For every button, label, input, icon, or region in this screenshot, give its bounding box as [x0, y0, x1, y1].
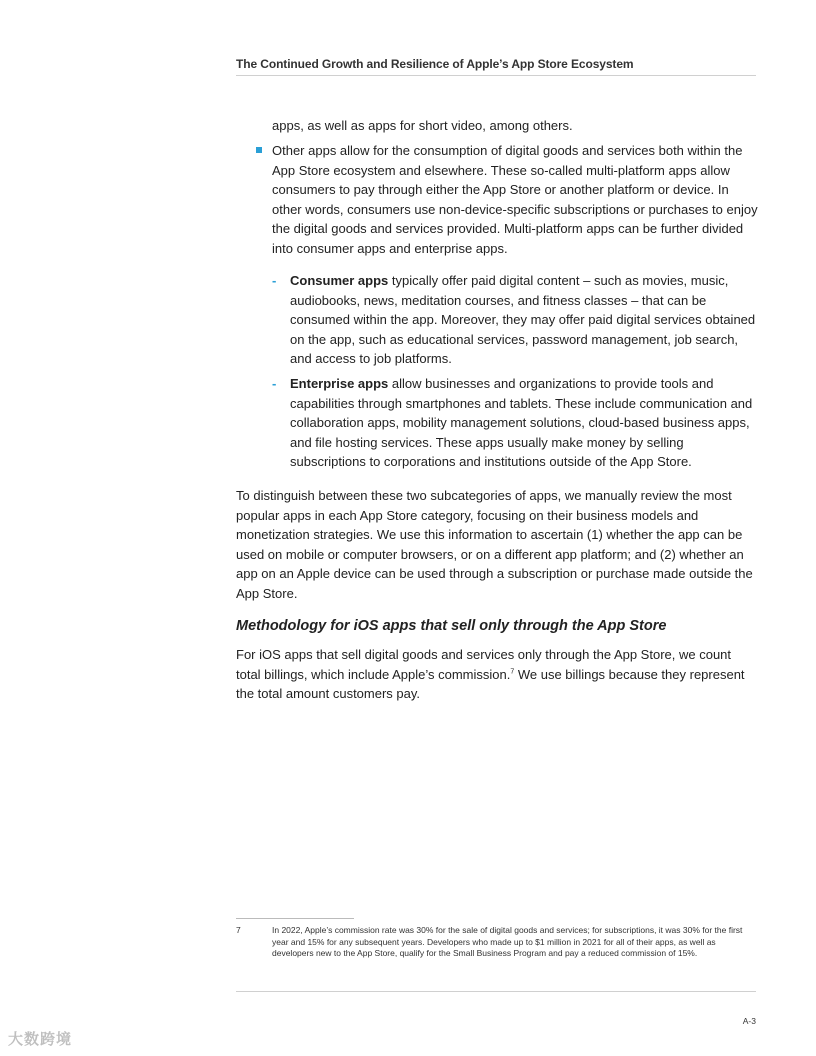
footnote-number: 7	[236, 925, 241, 935]
enterprise-apps-description: allow businesses and organizations to provide tools and capabilities through smartphones and tablets. These include communication and collaboration apps, mobility management solutions, cloud-based business apps, and file hosting services. These apps usually make money by selling subscriptions to corporations and institutions outside of the App Store.	[290, 376, 753, 469]
dash-marker: -	[272, 376, 277, 391]
body-paragraph-methodology	[236, 645, 758, 704]
footer-divider	[236, 991, 756, 992]
methodology-text-part1: For iOS apps that sell digital goods and services only through the App Store, we count total billings, which include Apple’s commission.	[236, 647, 732, 682]
page-number: A-3	[742, 1016, 756, 1026]
footnote-text: In 2022, Apple’s commission rate was 30% for the sale of digital goods and services; for subscriptions, it was 30% for the first year and 15% for any subsequent years. Developers who made up to $1 million in 2021 for all of their apps, as well as developers new to the App Store, qualify for the Small Business Program and pay a reduced commission of 15%.	[272, 925, 743, 958]
header-divider	[236, 75, 756, 76]
term-enterprise-apps: Enterprise apps	[290, 376, 389, 391]
body-paragraph-subcategories: To distinguish between these two subcategories of apps, we manually review the most popular apps in each App Store category, focusing on their business models and monetization strategies. We use this information to ascertain (1) whether the app can be used on mobile or computer browsers, or on a different app platform; and (2) whether an app on an Apple device can be used through a subscription or purchase made outside the App Store.	[236, 488, 753, 601]
continued-list-text: apps, as well as apps for short video, among others.	[272, 118, 573, 133]
term-consumer-apps: Consumer apps	[290, 273, 389, 288]
section-subheading: Methodology for iOS apps that sell only through the App Store	[236, 618, 667, 634]
footnote	[236, 925, 756, 960]
sub-item-enterprise-apps	[272, 374, 758, 472]
square-bullet-icon	[256, 147, 262, 153]
footnote-divider	[236, 918, 354, 919]
footnote-reference[interactable]: 7	[510, 668, 515, 676]
watermark-logo: 大数跨境	[8, 1031, 73, 1048]
bullet-item-multi-platform	[256, 141, 758, 258]
consumer-apps-description: typically offer paid digital content – such as movies, music, audiobooks, news, meditation courses, and fitness classes – that can be consumed within the app. Moreover, they may offer paid digital services obtained on the app, such as educational services, password management, job search, and access to job platforms.	[290, 273, 756, 366]
bullet-text: Other apps allow for the consumption of digital goods and services both within the App Store ecosystem and elsewhere. These so-called multi-platform apps allow consumers to pay through either the App Store or another platform or device. In other words, consumers use non-device-specific subscriptions or purchases to enjoy the digital goods and services provided. Multi-platform apps can be further divided into consumer apps and enterprise apps.	[272, 143, 758, 256]
sub-item-consumer-apps	[272, 271, 758, 369]
page-header-title: The Continued Growth and Resilience of Apple’s App Store Ecosystem	[236, 57, 634, 71]
methodology-text-part2: We use billings because they represent the total amount customers pay.	[236, 666, 745, 701]
dash-marker: -	[272, 273, 277, 288]
